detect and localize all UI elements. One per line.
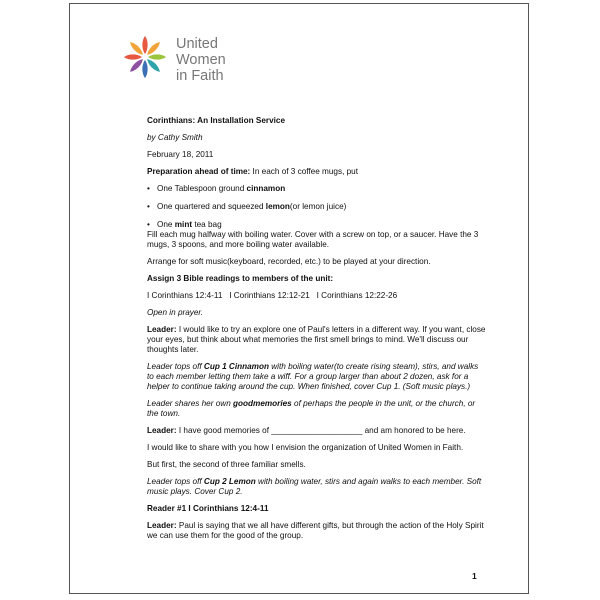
- cup2-instructions: [147, 477, 487, 497]
- instruction-text: Leader tops off: [147, 477, 204, 486]
- logo-line-2: Women: [176, 52, 226, 68]
- logo-petal: [148, 54, 166, 59]
- list-item-text: (or lemon juice): [289, 202, 347, 211]
- date-line: February 18, 2011: [147, 150, 214, 159]
- logo-line-3: in Faith: [176, 68, 224, 84]
- list-item-text: One Tablespoon ground: [157, 184, 247, 193]
- list-item-text: One quartered and squeezed: [157, 202, 266, 211]
- list-item: [157, 202, 487, 212]
- logo-line-1: United: [176, 36, 218, 52]
- document-body: [147, 116, 487, 548]
- list-item: [157, 184, 487, 194]
- list-item-text: One: [157, 220, 175, 229]
- logo-petal: [142, 60, 147, 78]
- emphasis-text: goodmemories: [233, 399, 292, 408]
- logo-petal: [124, 54, 142, 59]
- leader-label: Leader:: [147, 426, 177, 435]
- fill-instructions: Fill each mug halfway with boiling water. Cover with a screw on top, or a saucer. Have the 3 mugs, 3 spoons, and more boiling water available.: [147, 230, 479, 249]
- cup-label: Cup 2 Lemon: [203, 477, 256, 486]
- preparation-text: In each of 3 coffee mugs, put: [250, 167, 359, 176]
- logo-petal: [128, 57, 144, 73]
- page-number: 1: [472, 571, 477, 581]
- readings-line: I Corinthians 12:4-11 I Corinthians 12:12-21 I Corinthians 12:22-26: [147, 291, 398, 300]
- leader-paragraph-3: [147, 521, 487, 541]
- logo-petal: [145, 57, 161, 73]
- envision-paragraph: I would like to share with you how I envision the organization of United Women in Faith.: [147, 443, 464, 452]
- leader-text: I would like to try an explore one of Paul's letters in a different way. If you want, close your eyes, but think about what memories the first smell brings to mind. We'll discuss our thoughts later.: [147, 325, 486, 354]
- author-line: by Cathy Smith: [147, 133, 203, 142]
- leader-label: Leader:: [147, 521, 177, 530]
- list-item-bold: cinnamon: [246, 184, 286, 193]
- cup1-instructions: [147, 362, 487, 392]
- logo-petal: [142, 36, 147, 54]
- united-women-in-faith-logo-icon: [122, 34, 168, 80]
- open-prayer: Open in prayer.: [147, 308, 204, 317]
- logo-wordmark: [176, 36, 226, 84]
- instruction-text: of perhaps the people in the unit, or the church, or the town.: [147, 399, 476, 418]
- cup-label: Cup 1 Cinnamon: [203, 362, 269, 371]
- list-item-bold: mint: [174, 220, 193, 229]
- logo-petal: [145, 40, 161, 56]
- document-title: Corinthians: An Installation Service: [147, 116, 285, 125]
- music-instructions: Arrange for soft music(keyboard, recorded, etc.) to be played at your direction.: [147, 257, 431, 266]
- logo-petal: [128, 40, 144, 56]
- list-item-bold: lemon: [265, 202, 290, 211]
- assign-heading: Assign 3 Bible readings to members of the unit:: [147, 274, 334, 283]
- list-item: [157, 220, 487, 230]
- instruction-text: with boiling water(to create rising steam), stirs, and walks to each member letting them take a wiff. For a group larger than about 2 dozen, ask for a helper to continue taking around the cup. When finished, cover Cup 1. (Soft music plays.): [147, 362, 479, 391]
- list-item-text: tea bag: [192, 220, 222, 229]
- ingredient-list: [147, 184, 487, 230]
- leader-paragraph-1: [147, 325, 487, 355]
- leader-text: Paul is saying that we all have different gifts, but through the action of the Holy Spirit we can use them for the good of the group.: [147, 521, 484, 540]
- instruction-text: Leader shares her own: [147, 399, 234, 408]
- reader1-heading: Reader #1 I Corinthians 12:4-11: [147, 504, 269, 513]
- leader-text: I have good memories of ____________________ and am honored to be here.: [176, 426, 466, 435]
- leader-paragraph-2: [147, 426, 487, 436]
- instruction-text: with boiling water, stirs and again walks to each member. Soft music plays. Cover Cup 2.: [147, 477, 482, 496]
- leader-label: Leader:: [147, 325, 177, 334]
- leader-shares: [147, 399, 487, 419]
- second-smell-paragraph: But first, the second of three familiar smells.: [147, 460, 306, 469]
- preparation-label: Preparation ahead of time:: [147, 167, 251, 176]
- instruction-text: Leader tops off: [147, 362, 204, 371]
- preparation-line: [147, 167, 487, 177]
